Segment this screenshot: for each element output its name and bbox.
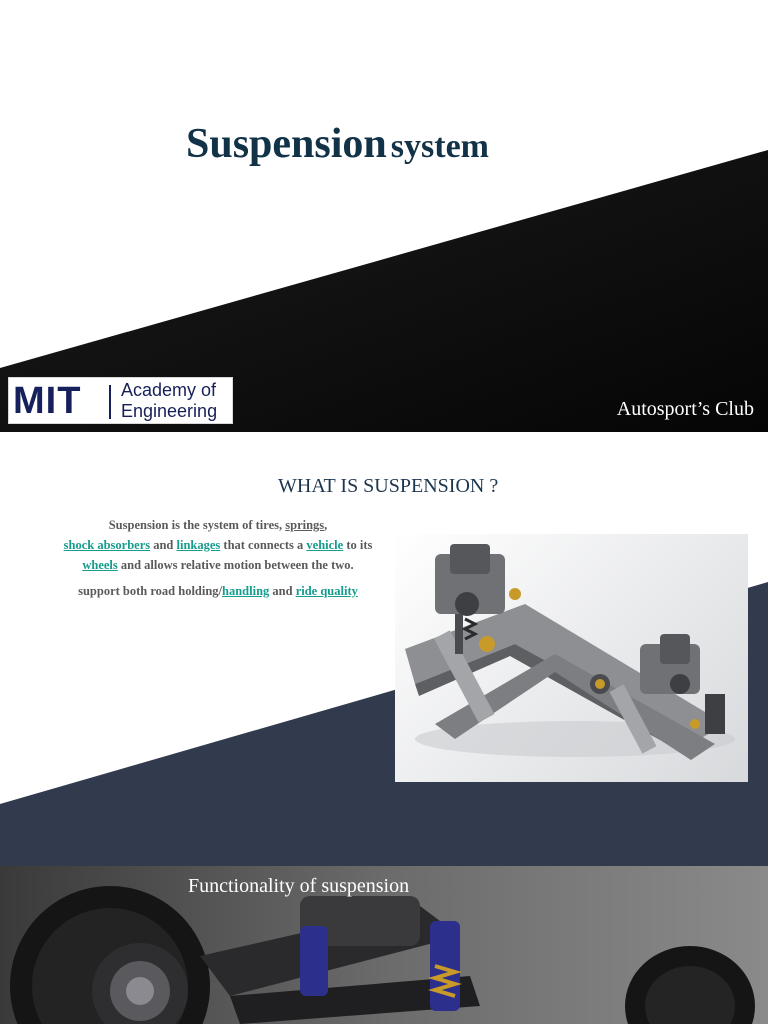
link-ride-quality[interactable]: ride quality [295,584,358,598]
logo-line-1: Academy of [121,380,217,400]
title-main-word: Suspension [186,121,387,167]
definition-text [52,515,384,601]
definition-slide [0,432,768,866]
suspension-chassis-photo [395,534,748,782]
logo-line-2: Engineering [121,401,218,421]
text-run: to its [343,538,373,552]
text-run: Suspension is the system of tires, [108,518,286,532]
text-run: that connects a [220,538,307,552]
section-heading: WHAT IS SUSPENSION ? [278,475,499,497]
link-linkages[interactable]: linkages [176,538,221,552]
definition-paragraph [52,515,384,575]
support-paragraph [52,581,384,601]
link-wheels[interactable]: wheels [82,558,118,572]
text-run: and [269,584,296,598]
text-run: , [324,518,328,532]
chassis-illustration [395,534,748,782]
slide-title [186,120,489,168]
logo-divider [109,385,111,419]
link-handling[interactable]: handling [222,584,270,598]
mit-logo [8,377,233,424]
link-springs[interactable]: springs [285,518,325,532]
club-name: Autosport’s Club [616,398,754,420]
title-rest-word: system [390,128,489,165]
link-vehicle[interactable]: vehicle [306,538,344,552]
dark-diagonal-panel [0,0,768,432]
title-slide [0,0,768,432]
link-shock-absorbers[interactable]: shock absorbers [63,538,151,552]
text-run: support both road holding/ [78,584,223,598]
section-heading: Functionality of suspension [188,875,410,897]
text-run: and allows relative motion between the two. [117,558,354,572]
logo-brand: MIT [13,380,82,422]
logo-text [121,380,233,422]
functionality-slide [0,866,768,1024]
text-run: and [150,538,177,552]
